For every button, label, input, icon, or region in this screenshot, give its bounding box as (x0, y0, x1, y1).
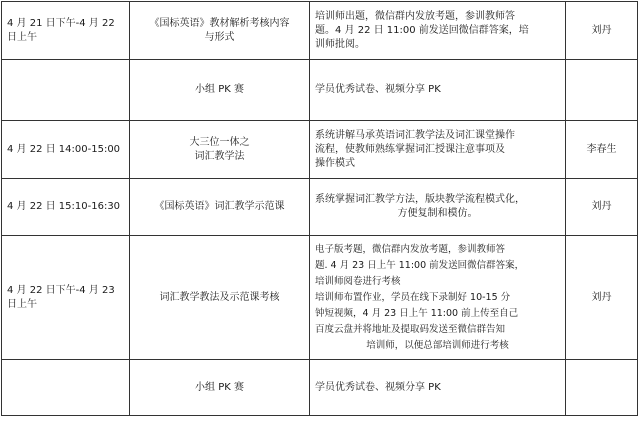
table-row (2, 236, 638, 360)
topic-cell (130, 360, 310, 416)
content-line: 题。4 月 22 日 11:00 前发送回微信群答案，培 (315, 24, 529, 36)
date-line: 4 月 21 日下午-4 月 22 (7, 17, 115, 29)
topic-line: 小组 PK 赛 (195, 84, 244, 95)
table-row (2, 179, 638, 236)
content-line: 钟短视频，4 月 23 日上午 11:00 前上传至自己 (315, 307, 519, 319)
schedule-table (1, 1, 638, 416)
content-line: 题. 4 月 23 日上午 11:00 前发送回微信群答案， (315, 259, 525, 271)
topic-line: 词汇教学教法及示范课考核 (159, 291, 280, 303)
date-cell (2, 2, 130, 60)
topic-line: 大三位一体之 (189, 136, 250, 148)
teacher-name: 李春生 (586, 143, 617, 155)
date-cell (2, 236, 130, 360)
teacher-name: 刘丹 (591, 291, 612, 303)
content-line: 培训师阅卷进行考核 (315, 275, 401, 287)
teacher-cell (566, 236, 638, 360)
content-line: 学员优秀试卷、视频分享 PK (315, 381, 441, 393)
teacher-name: 刘丹 (591, 201, 612, 212)
content-cell (310, 179, 566, 236)
topic-line: 小组 PK 赛 (195, 381, 244, 393)
table-row (2, 360, 638, 416)
date-cell (2, 60, 130, 121)
teacher-cell (566, 179, 638, 236)
content-cell (310, 60, 566, 121)
teacher-cell (566, 60, 638, 121)
table-row (2, 60, 638, 121)
topic-line: 《国标英语》教材解析考核内容 (149, 17, 290, 29)
teacher-cell (566, 360, 638, 416)
date-line: 4 月 22 日 15:10-16:30 (7, 201, 121, 212)
topic-cell (130, 236, 310, 360)
table-row (2, 2, 638, 60)
content-line: 系统讲解马承英语词汇教学法及词汇课堂操作 (315, 129, 515, 141)
content-cell (310, 2, 566, 60)
content-line: 训师批阅。 (315, 38, 365, 50)
table-row (2, 121, 638, 179)
date-cell (2, 121, 130, 179)
teacher-name: 刘丹 (591, 24, 612, 36)
topic-line: 《国标英语》词汇教学示范课 (154, 201, 285, 212)
content-line: 方便复制和模仿。 (397, 208, 478, 219)
topic-cell (130, 121, 310, 179)
teacher-cell (566, 121, 638, 179)
topic-line: 与形式 (204, 31, 235, 43)
date-line: 日上午 (7, 298, 37, 310)
content-cell (310, 360, 566, 416)
content-line: 培训师出题，微信群内发放考题，参训教师答 (315, 10, 515, 22)
date-cell (2, 360, 130, 416)
date-line: 日上午 (7, 31, 37, 43)
content-line: 学员优秀试卷、视频分享 PK (315, 84, 441, 95)
content-line: 培训师，以便总部培训师进行考核 (366, 339, 509, 351)
content-cell (310, 236, 566, 360)
content-line: 系统掌握词汇教学方法，版块教学流程模式化， (315, 194, 525, 205)
date-cell (2, 179, 130, 236)
content-line: 百度云盘并将地址及提取码发送至微信群告知 (315, 323, 506, 335)
date-line: 4 月 22 日 14:00-15:00 (7, 143, 121, 155)
topic-cell (130, 179, 310, 236)
content-cell (310, 121, 566, 179)
topic-cell (130, 60, 310, 121)
date-line: 4 月 22 日下午-4 月 23 (7, 284, 115, 296)
teacher-cell (566, 2, 638, 60)
content-line: 电子版考题，微信群内发放考题，参训教师答 (315, 243, 506, 255)
content-line: 培训师布置作业，学员在线下录制好 10-15 分 (315, 291, 511, 303)
topic-line: 词汇教学法 (194, 150, 245, 162)
content-line: 操作模式 (315, 157, 355, 169)
topic-cell (130, 2, 310, 60)
content-line: 流程，使教师熟练掌握词汇授课注意事项及 (315, 143, 505, 155)
